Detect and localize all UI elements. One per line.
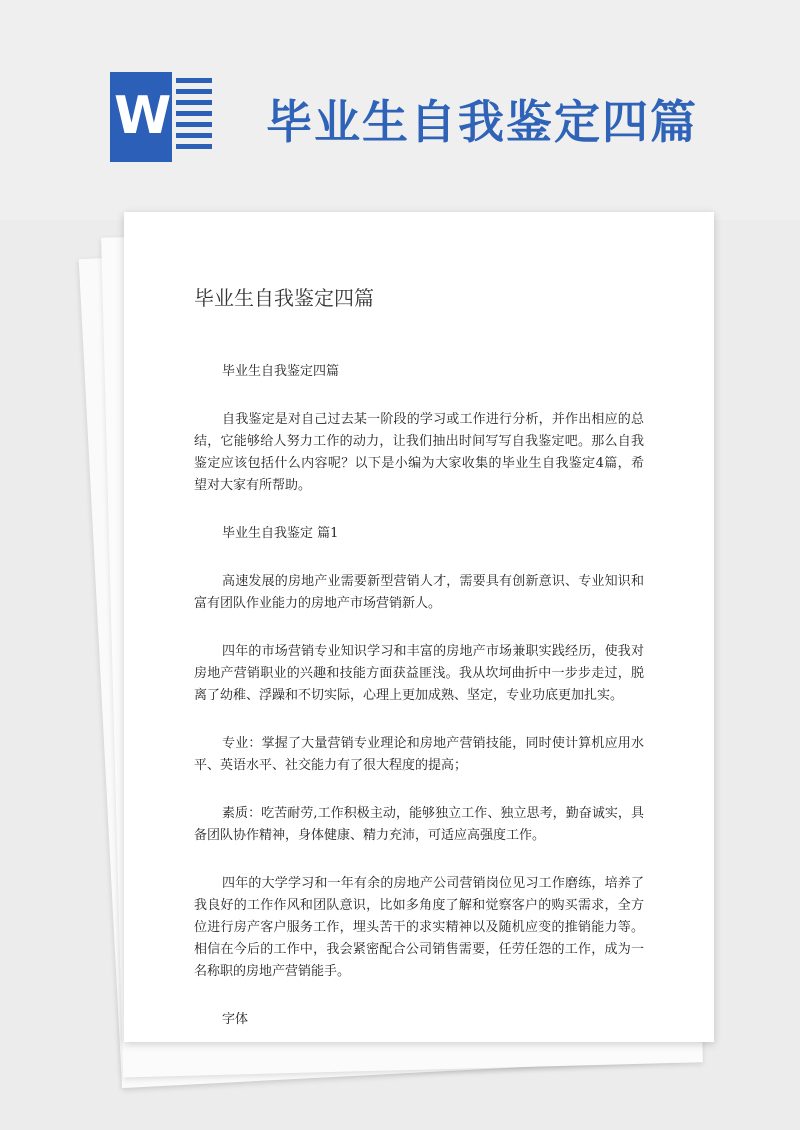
banner [0,0,800,220]
document-title: 毕业生自我鉴定四篇 [194,286,374,310]
paragraph: 四年的大学学习和一年有余的房地产公司营销岗位见习工作磨练，培养了我良好的工作作风和团队意识，比如多角度了解和觉察客户的购买需求，全方位进行房产客户服务工作，埋头苦干的求实精神以及随机应变的推销能力等。相信在今后的工作中，我会紧密配合公司销售需要，任劳任怨的工作，成为一名称职的房地产营销能手。 [194,876,644,979]
paragraph: 字体 [222,1012,249,1027]
paragraph: 自我鉴定是对自己过去某一阶段的学习或工作进行分析，并作出相应的总结，它能够给人努力工作的动力，让我们抽出时间写写自我鉴定吧。那么自我鉴定应该包括什么内容呢？以下是小编为大家收集的毕业生自我鉴定4篇，希望对大家有所帮助。 [194,412,644,493]
paragraph: 素质：吃苦耐劳,工作积极主动，能够独立工作、独立思考，勤奋诚实，具备团队协作精神，身体健康、精力充沛，可适应高强度工作。 [194,806,644,843]
word-icon-letter: W [114,86,172,146]
banner-title: 毕业生自我鉴定四篇 [266,95,698,149]
word-icon-lines [176,78,212,158]
paragraph: 高速发展的房地产业需要新型营销人才，需要具有创新意识、专业知识和富有团队作业能力的房地产市场营销新人。 [194,574,644,611]
section-heading: 毕业生自我鉴定 篇1 [222,526,339,541]
document-page [124,212,714,1042]
paragraph: 专业：掌握了大量营销专业理论和房地产营销技能，同时使计算机应用水平、英语水平、社交能力有了很大程度的提高； [194,736,644,773]
word-icon [110,72,214,162]
paragraph: 四年的市场营销专业知识学习和丰富的房地产市场兼职实践经历，使我对房地产营销职业的兴趣和技能方面获益匪浅。我从坎坷曲折中一步步走过，脱离了幼稚、浮躁和不切实际，心理上更加成熟、坚定，专业功底更加扎实。 [194,644,644,703]
paragraph: 毕业生自我鉴定四篇 [222,364,340,379]
